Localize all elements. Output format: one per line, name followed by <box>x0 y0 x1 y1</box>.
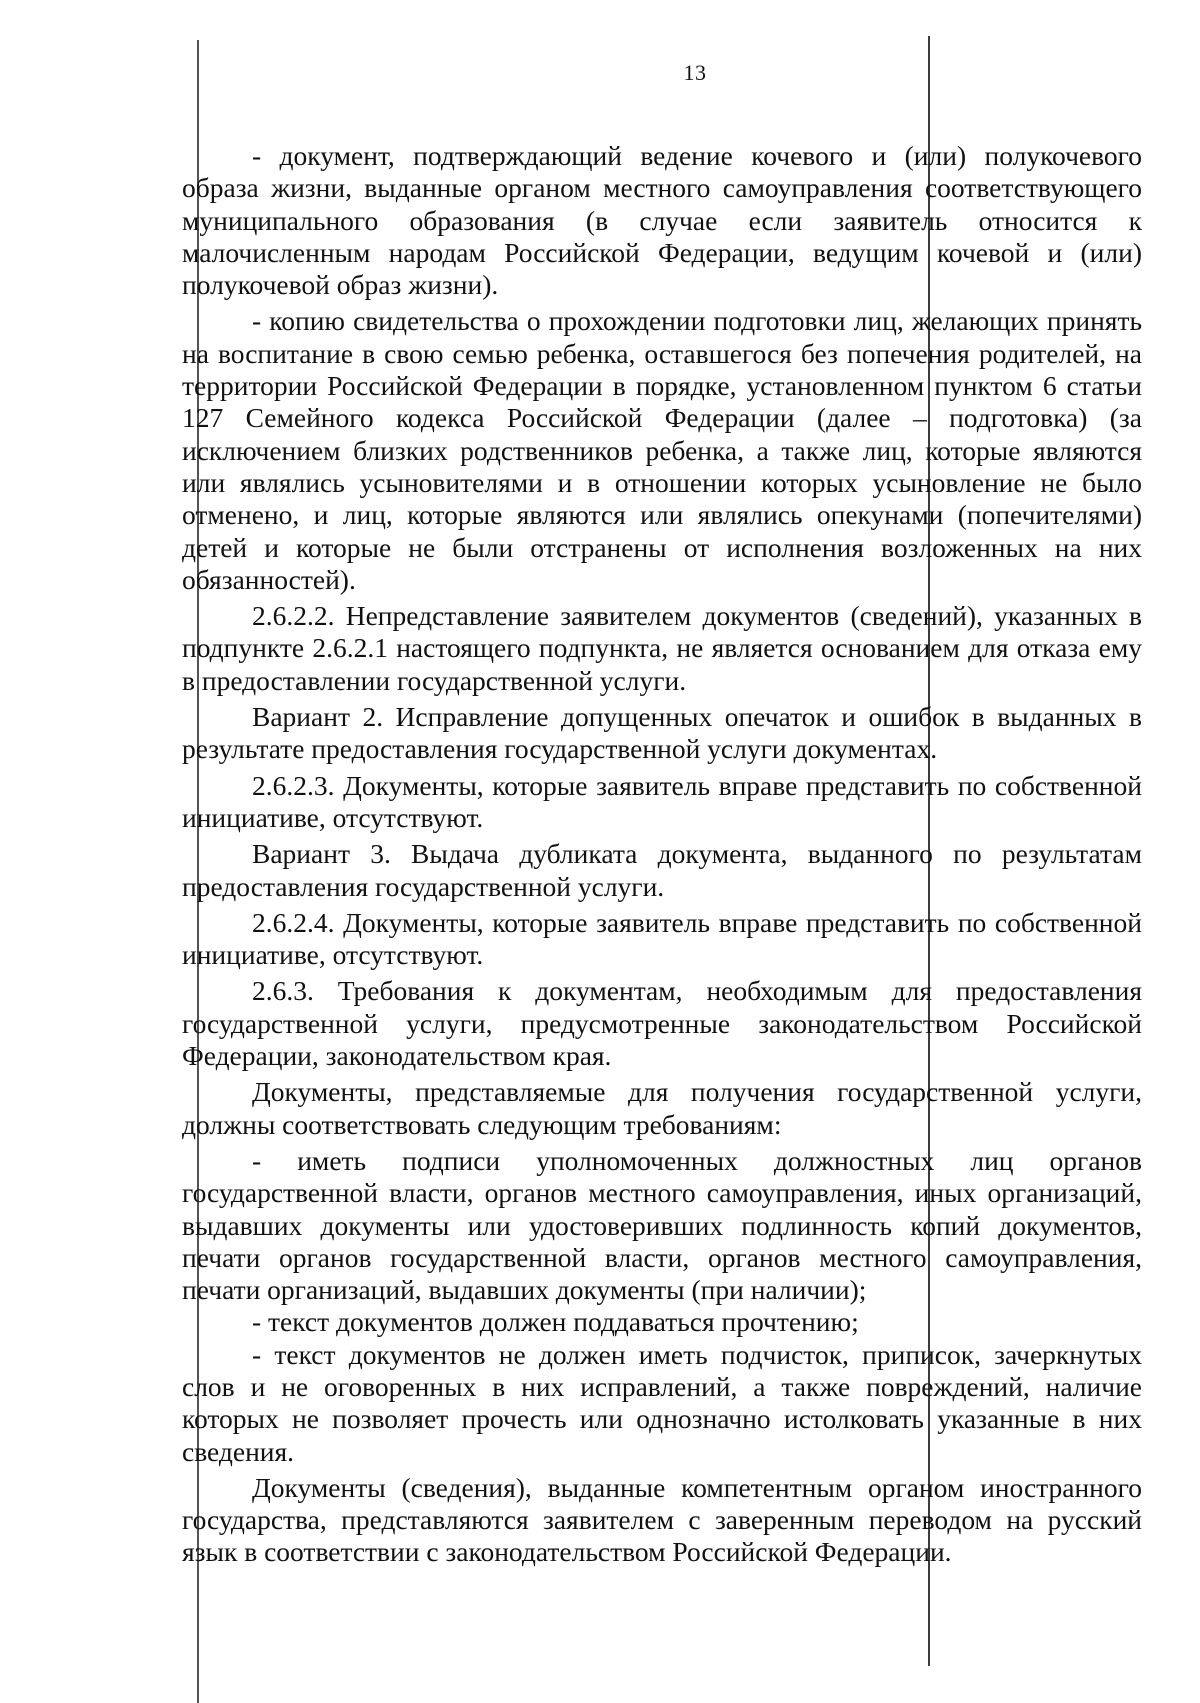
paragraph-variant-3: Вариант 3. Выдача дубликата документа, выданного по результатам предоставления государственной услуги. <box>182 838 1142 902</box>
document-body <box>182 140 1142 1569</box>
paragraph-foreign-documents: Документы (сведения), выданные компетентным органом иностранного государства, представляются заявителем с заверенным переводом на русский язык в соответствии с законодательством Российской Федерации. <box>182 1471 1142 1568</box>
paragraph-training-certificate: - копию свидетельства о прохождении подготовки лиц, желающих принять на воспитание в свою семью ребенка, оставшегося без попечения родителей, на территории Российской Федерации в порядке, установленном пунктом 6 статьи 127 Семейного кодекса Российской Федерации (далее – подготовка) (за исключением близких родственников ребенка, а также лиц, которые являются или являлись усыновителями и в отношении которых усыновление не было отменено, и лиц, которые являются или являлись опекунами (попечителями) детей и которые не были отстранены от исполнения возложенных на них обязанностей). <box>182 305 1142 595</box>
list-item-no-erasures: - текст документов не должен иметь подчисток, приписок, зачеркнутых слов и не оговоренных в них исправлений, а также повреждений, наличие которых не позволяет прочесть или однозначно истолковать указанные в них сведения. <box>182 1338 1142 1467</box>
paragraph-2-6-2-4: 2.6.2.4. Документы, которые заявитель вправе представить по собственной инициативе, отсутствуют. <box>182 906 1142 971</box>
paragraph-2-6-2-3: 2.6.2.3. Документы, которые заявитель вправе представить по собственной инициативе, отсутствуют. <box>182 769 1142 833</box>
list-item-readable: - текст документов должен поддаваться прочтению; <box>252 1306 859 1338</box>
paragraph-variant-2: Вариант 2. Исправление допущенных опечаток и ошибок в выданных в результате предоставления государственной услуги документах. <box>182 701 1142 765</box>
paragraph-2-6-3: 2.6.3. Требования к документам, необходимым для предоставления государственной услуги, предусмотренные законодательством Российской Федерации, законодательством края. <box>182 975 1142 1072</box>
paragraph-nomad-document: - документ, подтверждающий ведение кочевого и (или) полукочевого образа жизни, выданные органом местного самоуправления соответствующего муниципального образования (в случае если заявитель относится к малочисленным народам Российской Федерации, ведущим кочевой и (или) полукочевой образ жизни). <box>182 140 1142 301</box>
page-number: 13 <box>683 60 707 85</box>
paragraph-2-6-2-2: 2.6.2.2. Непредставление заявителем документов (сведений), указанных в подпункте 2.6.2.1 настоящего подпункта, не является основанием для отказа ему в предоставлении государственной услуги. <box>182 600 1142 696</box>
paragraph-requirements-intro: Документы, представляемые для получения государственной услуги, должны соответствовать следующим требованиям: <box>182 1076 1142 1140</box>
list-item-signatures: - иметь подписи уполномоченных должностных лиц органов государственной власти, органов местного самоуправления, иных организаций, выдавших документы или удостоверивших подлинность копий документов, печати органов государственной власти, органов местного самоуправления, печати организаций, выдавших документы (при наличии); <box>182 1144 1142 1306</box>
